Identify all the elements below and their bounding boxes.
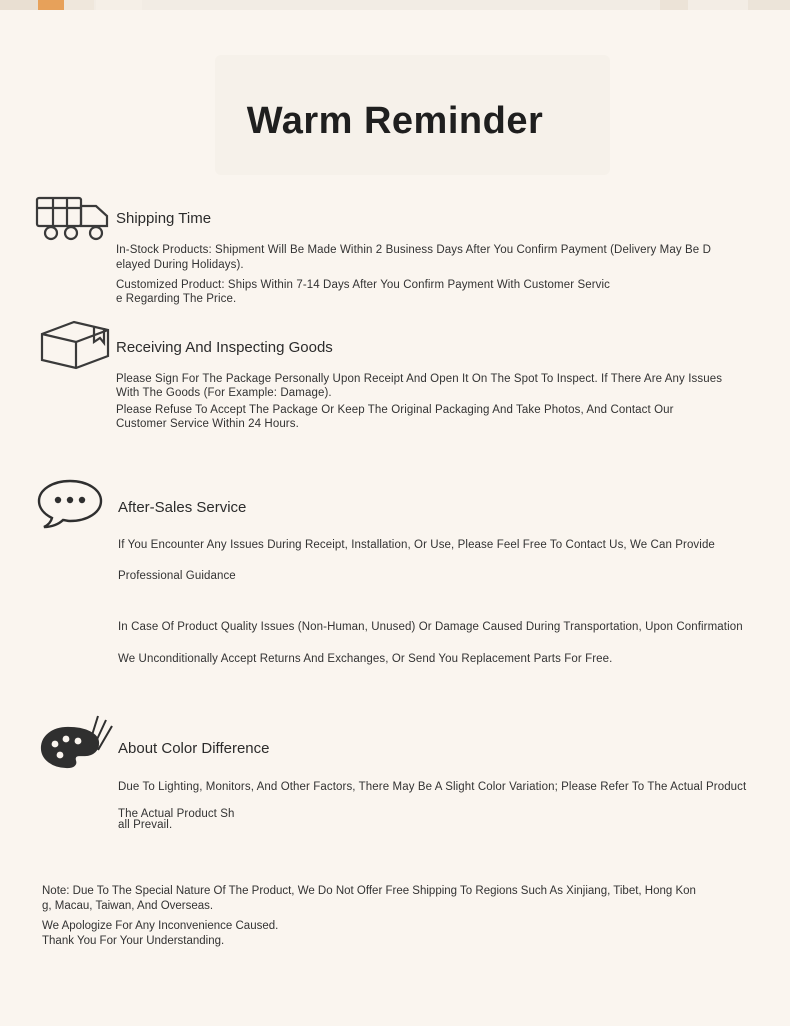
strip-segment	[64, 0, 94, 10]
note-line: Note: Due To The Special Nature Of The Product, We Do Not Offer Free Shipping To Regions Such As Xinjiang, Tibet, Hong Kon	[42, 885, 696, 897]
strip-segment	[96, 0, 142, 10]
box-icon	[38, 312, 114, 374]
section-heading: After-Sales Service	[118, 499, 247, 516]
section-line: e Regarding The Price.	[116, 293, 237, 305]
section-heading: Shipping Time	[116, 210, 212, 227]
strip-segment	[748, 0, 790, 10]
section-line: The Actual Product Sh	[118, 808, 235, 820]
strip-segment	[688, 0, 748, 10]
truck-icon	[34, 190, 112, 246]
strip-segment-accent	[38, 0, 64, 10]
section-line: Professional Guidance	[118, 570, 236, 582]
chat-bubble-icon	[34, 475, 106, 531]
section-line: Customized Product: Ships Within 7-14 Days After You Confirm Payment With Customer Servic	[116, 279, 611, 291]
footer-note	[42, 884, 772, 948]
section-line: If You Encounter Any Issues During Receipt, Installation, Or Use, Please Feel Free To Contact Us, We Can Provide	[118, 539, 715, 551]
page-title: Warm Reminder	[246, 100, 544, 142]
section-line: Please Refuse To Accept The Package Or Keep The Original Packaging And Take Photos, And Contact Our	[116, 404, 674, 416]
section-line: all Prevail.	[118, 819, 173, 831]
section-line: In-Stock Products: Shipment Will Be Made Within 2 Business Days After You Confirm Payment (Delivery May Be D	[116, 244, 711, 256]
top-decorative-strip	[0, 0, 790, 10]
section-line: In Case Of Product Quality Issues (Non-Human, Unused) Or Damage Caused During Transportation, Upon Confirmation	[118, 621, 743, 633]
section-line: elayed During Holidays).	[116, 259, 244, 271]
section-line: We Unconditionally Accept Returns And Exchanges, Or Send You Replacement Parts For Free.	[118, 653, 613, 665]
section-line: Please Sign For The Package Personally Upon Receipt And Open It On The Spot To Inspect. If There Are Any Issues	[116, 373, 723, 385]
section-heading: Receiving And Inspecting Goods	[116, 339, 333, 356]
note-line: g, Macau, Taiwan, And Overseas.	[42, 899, 214, 912]
section-line: Due To Lighting, Monitors, And Other Factors, There May Be A Slight Color Variation; Please Refer To The Actual Product	[118, 781, 747, 793]
strip-segment	[660, 0, 688, 10]
strip-segment	[0, 0, 38, 10]
section-line: Customer Service Within 24 Hours.	[116, 418, 299, 430]
section-line: With The Goods (For Example: Damage).	[116, 387, 332, 399]
note-line: We Apologize For Any Inconvenience Caused.	[42, 920, 279, 932]
palette-icon	[38, 706, 116, 770]
note-line: Thank You For Your Understanding.	[42, 934, 225, 947]
section-heading: About Color Difference	[118, 740, 270, 757]
